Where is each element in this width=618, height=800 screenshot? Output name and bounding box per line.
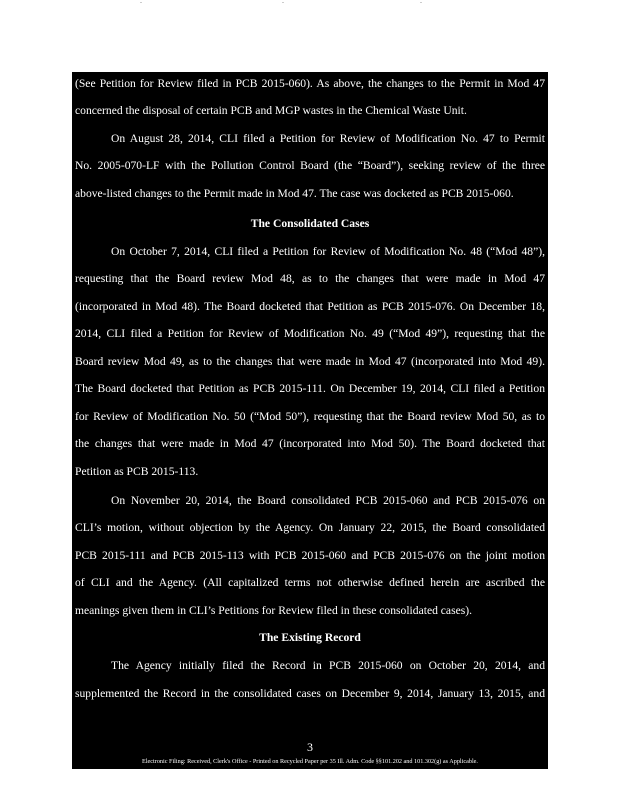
body-line: the changes that were made in Mod 47 (incorporated into Mod 50). The Board docketed that [75, 437, 545, 450]
scan-artifact [282, 2, 284, 3]
body-line: (incorporated in Mod 48). The Board docketed that Petition as PCB 2015-076. On December 18, [75, 300, 545, 313]
body-line: No. 2005-070-LF with the Pollution Control Board (the “Board”), seeking review of the three [75, 159, 545, 172]
body-line: above-listed changes to the Permit made in Mod 47. The case was docketed as PCB 2015-060. [75, 187, 514, 200]
body-line: CLI’s motion, without objection by the Agency. On January 22, 2015, the Board consolidated [75, 521, 545, 534]
body-line: meanings given them in CLI’s Petitions for Review filed in these consolidated cases). [75, 604, 473, 617]
body-line: The Board docketed that Petition as PCB 2015-111. On December 19, 2014, CLI filed a Petition [75, 382, 545, 395]
body-line: (See Petition for Review filed in PCB 2015-060). As above, the changes to the Permit in Mod 47 [75, 77, 545, 90]
body-line: On October 7, 2014, CLI filed a Petition for Review of Modification No. 48 (“Mod 48”), [111, 245, 545, 258]
footer-note: Electronic Filing: Received, Clerk's Office - Printed on Recycled Paper per 35 Ill. Adm. Code §§101.202 and 101.302(g) as Applicable. [142, 758, 478, 765]
body-line: of CLI and the Agency. (All capitalized terms not otherwise defined herein are ascribed the [75, 576, 545, 589]
section-heading: The Existing Record [259, 631, 361, 644]
body-line: On August 28, 2014, CLI filed a Petition for Review of Modification No. 47 to Permit [111, 132, 545, 145]
body-line: concerned the disposal of certain PCB and MGP wastes in the Chemical Waste Unit. [75, 104, 467, 117]
section-heading: The Consolidated Cases [250, 217, 370, 230]
body-line: supplemented the Record in the consolidated cases on December 9, 2014, January 13, 2015, and [75, 687, 545, 700]
scan-artifact [420, 2, 422, 3]
body-line: The Agency initially filed the Record in PCB 2015-060 on October 20, 2014, and [111, 659, 545, 672]
body-line: PCB 2015-111 and PCB 2015-113 with PCB 2015-060 and PCB 2015-076 on the joint motion [75, 549, 545, 562]
body-line: 2014, CLI filed a Petition for Review of Modification No. 49 (“Mod 49”), requesting that the [75, 327, 545, 340]
body-line: for Review of Modification No. 50 (“Mod 50”), requesting that the Board review Mod 50, as to [75, 410, 545, 423]
body-line: requesting that the Board review Mod 48, as to the changes that were made in Mod 47 [75, 272, 545, 285]
body-line: Petition as PCB 2015-113. [75, 465, 199, 478]
page-number: 3 [307, 740, 313, 754]
body-line: Board review Mod 49, as to the changes that were made in Mod 47 (incorporated into Mod 49). [75, 355, 545, 368]
document-body [72, 72, 548, 769]
scan-artifact [140, 2, 142, 3]
body-line: On November 20, 2014, the Board consolidated PCB 2015-060 and PCB 2015-076 on [111, 494, 545, 507]
